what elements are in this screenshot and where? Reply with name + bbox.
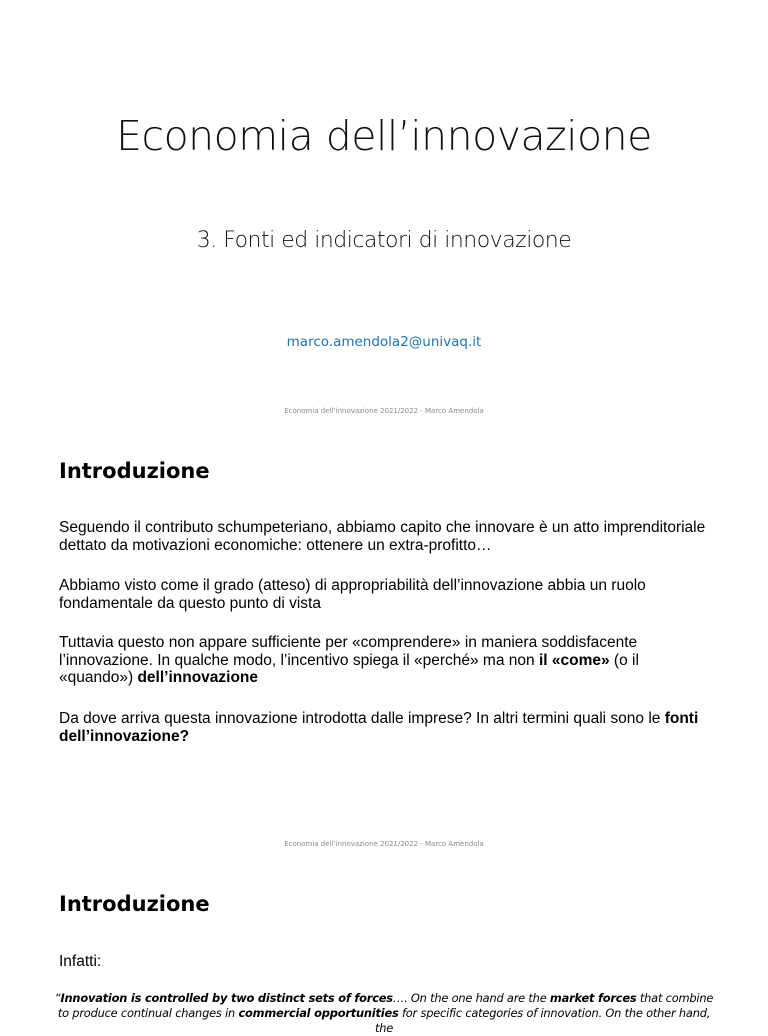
quote-text-2: that combine to produce continual changes in — [57, 991, 714, 1020]
paragraph-4-text: Da dove arriva questa innovazione introdotta dalle imprese? In altri termini quali sono le — [59, 710, 665, 727]
quote-open: “ — [54, 991, 61, 1005]
quote-text-1: …. On the one hand are the — [392, 991, 550, 1005]
paragraph-3-bold-b: dell’innovazione — [137, 669, 259, 686]
paragraph-4-bold: fonti dell’innovazione? — [59, 710, 699, 745]
email-link[interactable]: marco.amendola2@univaq.it — [286, 334, 482, 350]
slide1-footer: Economia dell’innovazione 2021/2022 - Marco Amendola — [284, 407, 484, 415]
paragraph-3 — [59, 634, 709, 687]
quote-bold-1: Innovation is controlled by two distinct sets of forces — [60, 991, 393, 1005]
paragraph-1: Seguendo il contributo schumpeteriano, abbiamo capito che innovare è un atto imprenditoriale dettato da motivazioni economiche: ottenere un extra-profitto… — [59, 519, 706, 554]
quote-bold-2: market forces — [549, 991, 637, 1005]
main-title: Economia dell’innovazione — [116, 112, 652, 160]
subtitle: 3. Fonti ed indicatori di innovazione — [196, 228, 572, 253]
paragraph-3-text-a: Tuttavia questo non appare sufficiente per «comprendere» in maniera soddisfacente l’innovazione. In qualche modo, l’incentivo spiega il «perché» ma non — [59, 634, 638, 669]
slide3-heading: Introduzione — [59, 892, 210, 916]
quote-text-3: for specific categories of innovation. On the other hand, the — [374, 1006, 711, 1035]
paragraph-3-text-b: (o il «quando») — [59, 651, 639, 686]
slide2-footer: Economia dell’innovazione 2021/2022 - Marco Amendola — [284, 840, 484, 848]
quote-bold-3: commercial opportunities — [238, 1006, 399, 1020]
paragraph-2: Abbiamo visto come il grado (atteso) di appropriabilità dell’innovazione abbia un ruolo fondamentale da questo punto di vista — [59, 577, 646, 612]
paragraph-4 — [59, 710, 709, 745]
slide2-heading: Introduzione — [59, 459, 210, 483]
paragraph-3-bold-a: il «come» — [538, 651, 610, 669]
quote-block — [50, 991, 718, 1036]
slide3-intro: Infatti: — [59, 953, 102, 970]
